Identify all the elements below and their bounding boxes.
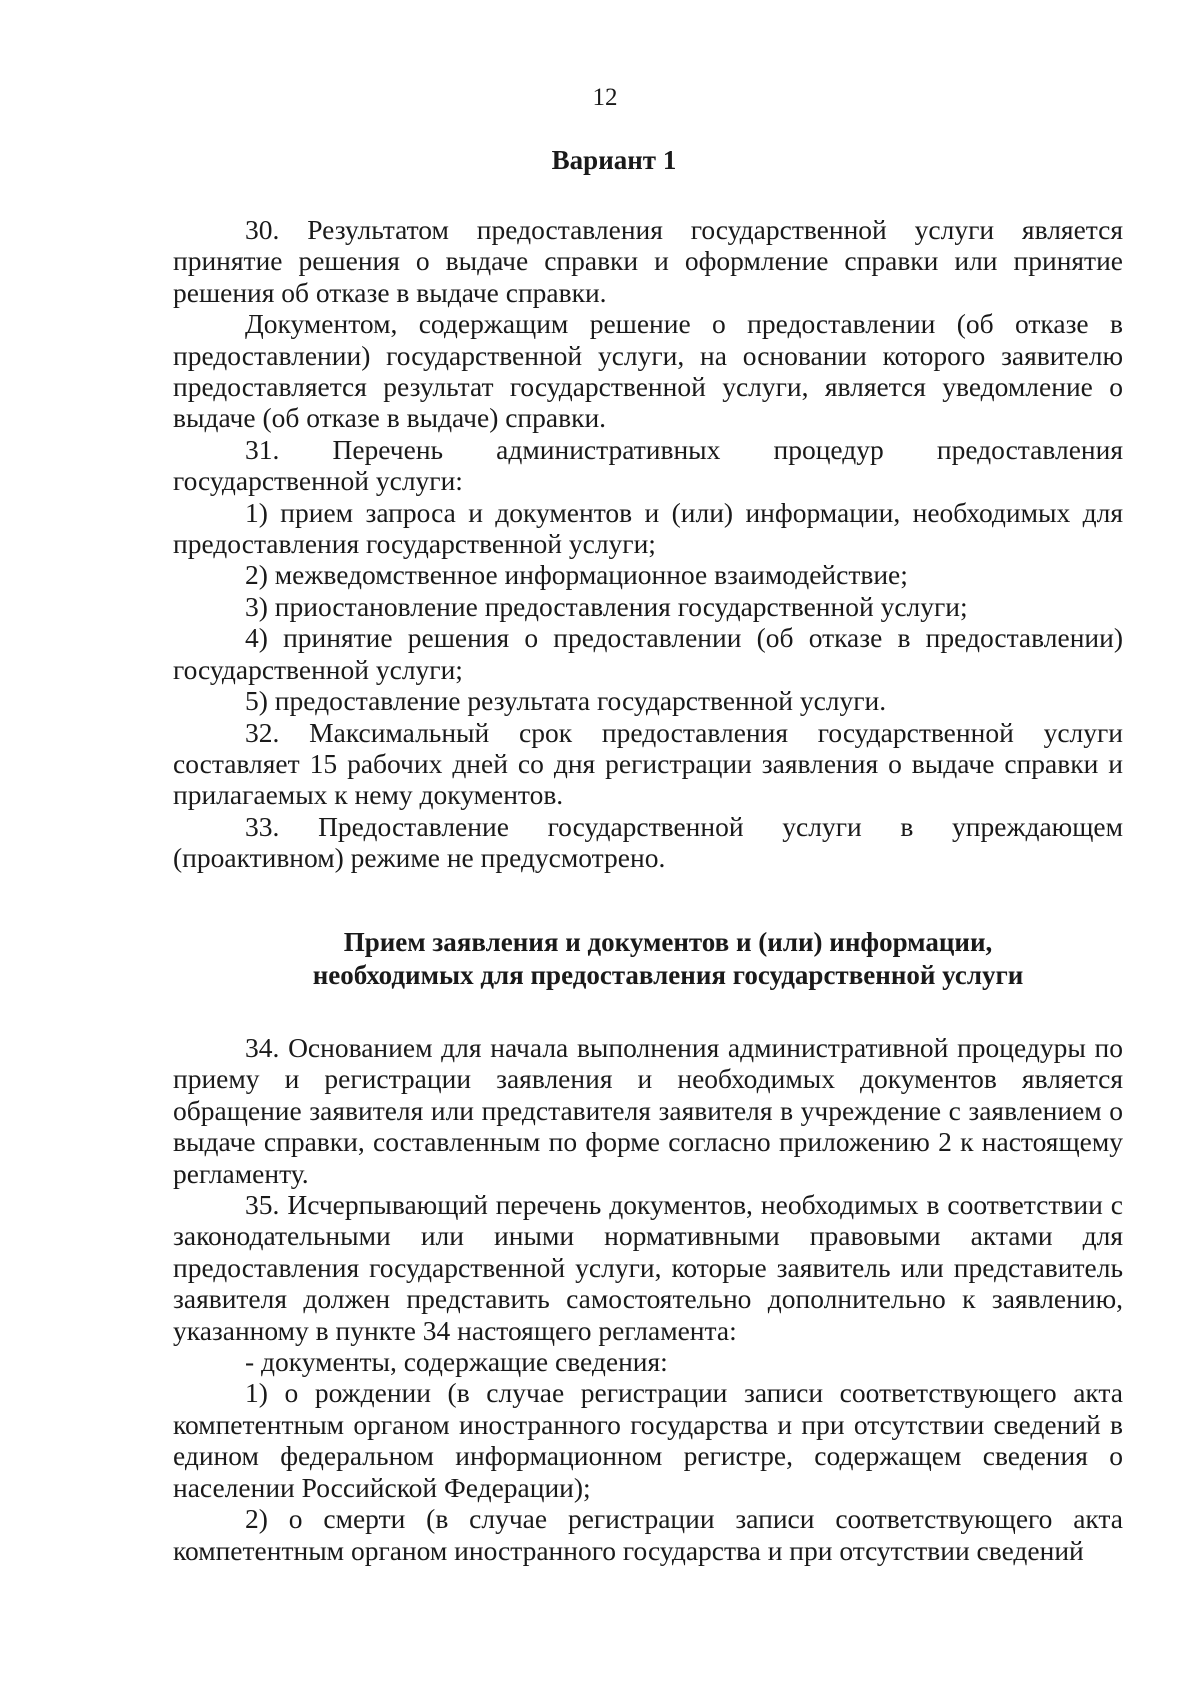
paragraph-34: 34. Основанием для начала выполнения административной процедуры по приему и регистрации заявления и необходимых документов является обращение заявителя или представителя заявителя в учреждение с заявлением о выдаче справки, составленным по форме согласно приложению 2 к настоящему регламенту. [173, 1032, 1123, 1189]
variant-title: Вариант 1 [551, 145, 677, 175]
page-number: 12 [592, 84, 618, 111]
section-heading-line-1: Прием заявления и документов и (или) информации, [343, 927, 993, 957]
text-block-items-30-33 [173, 214, 1123, 874]
paragraph-result-document: Документом, содержащим решение о предоставлении (об отказе в предоставлении) государственной услуги, на основании которого заявителю предоставляется результат государственной услуги, является уведомление о выдаче (об отказе в выдаче) справки. [173, 308, 1123, 434]
paragraph-32: 32. Максимальный срок предоставления государственной услуги составляет 15 рабочих дней со дня регистрации заявления о выдаче справки и прилагаемых к нему документов. [173, 716, 1123, 811]
section-heading [173, 926, 1123, 992]
section-heading-line-2: необходимых для предоставления государственной услуги [312, 960, 1024, 990]
list-item-35-1: 1) о рождении (в случае регистрации записи соответствующего акта компетентным органом иностранного государства и при отсутствии сведений в едином федеральном информационном регистре, содержащем сведения о населении Российской Федерации); [173, 1377, 1123, 1503]
paragraph-31: 31. Перечень административных процедур предоставления государственной услуги: [173, 433, 1123, 497]
paragraph-30: 30. Результатом предоставления государственной услуги является принятие решения о выдаче справки и оформление справки или принятие решения об отказе в выдаче справки. [173, 214, 1123, 308]
paragraph-35: 35. Исчерпывающий перечень документов, необходимых в соответствии с законодательными или иными нормативными правовыми актами для предоставления государственной услуги, которые заявитель или представитель заявителя должен представить самостоятельно дополнительно к заявлению, указанному в пункте 34 настоящего регламента: [173, 1189, 1123, 1346]
list-item-31-1: 1) прием запроса и документов и (или) информации, необходимых для предоставления государственной услуги; [173, 496, 1123, 560]
paragraph-33: 33. Предоставление государственной услуги в упреждающем (проактивном) режиме не предусмотрено. [173, 810, 1123, 874]
paragraph-documents: - документы, содержащие сведения: [245, 1346, 668, 1378]
text-block-items-34-35 [173, 1032, 1123, 1566]
list-item-31-5: 5) предоставление результата государственной услуги. [245, 685, 887, 717]
list-item-31-4: 4) принятие решения о предоставлении (об отказе в предоставлении) государственной услуги; [173, 622, 1123, 685]
list-item-31-2: 2) межведомственное информационное взаимодействие; [245, 559, 908, 591]
list-item-35-2: 2) о смерти (в случае регистрации записи соответствующего акта компетентным органом иностранного государства и при отсутствии сведений [173, 1503, 1123, 1566]
list-item-31-3: 3) приостановление предоставления государственной услуги; [245, 590, 968, 622]
